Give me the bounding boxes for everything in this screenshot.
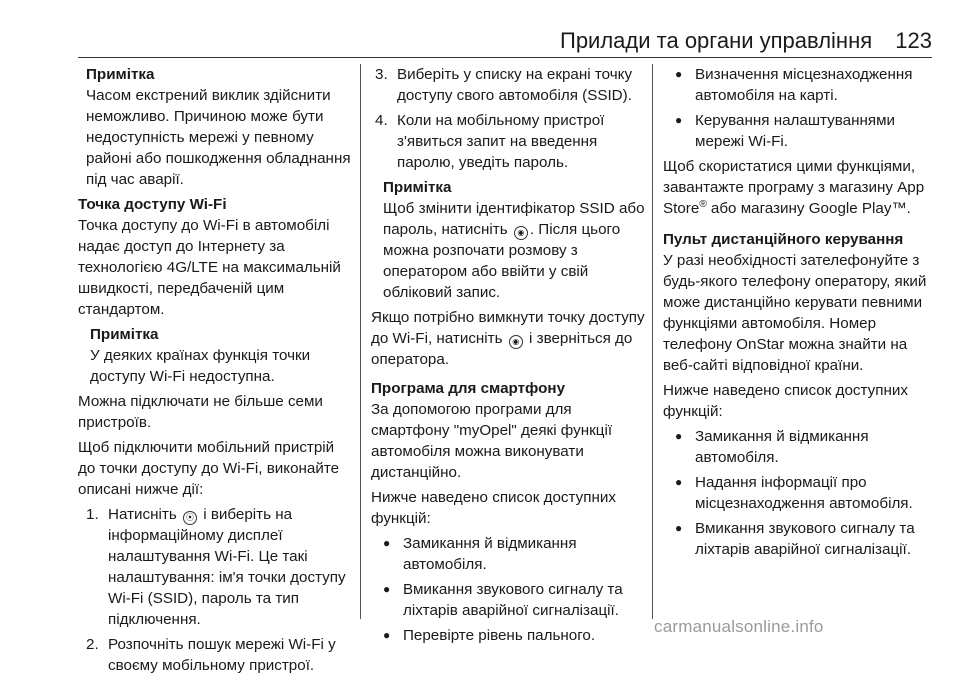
paragraph-devices: Можна підключати не більше семи пристроїв. (78, 393, 323, 431)
bullet-icon: ● (383, 628, 391, 642)
onstar-icon: ◉ (514, 226, 528, 240)
functions-list (371, 533, 646, 646)
bullet-icon: ● (383, 582, 391, 596)
note-title: Примітка (90, 326, 159, 343)
list-item: ● Керування налаштуваннями мережі Wi-Fi. (675, 112, 896, 150)
section-heading-wifi: Точка доступу Wi-Fi (78, 196, 227, 213)
paragraph-wifi: Точка доступу до Wi-Fi в автомобілі надає доступ до Інтернету за технологією 4G/LTE на максимальній швидкості, передбаченій цим стандартом. (78, 217, 341, 318)
functions-list-continued (663, 64, 933, 152)
step-text: Виберіть у списку на екрані точку доступу свого автомобіля (SSID). (397, 66, 633, 104)
bullet-icon: ● (383, 536, 391, 550)
note-emergency (86, 64, 353, 190)
list-item: ● Замикання й відмикання автомобіля. (675, 428, 869, 466)
paragraph-list-intro: Нижче наведено список доступних функцій: (371, 489, 616, 527)
bullet-icon: ● (675, 113, 683, 127)
note-ssid (383, 177, 646, 303)
column-divider-2 (652, 64, 653, 619)
watermark: carmanualsonline.info (654, 617, 824, 636)
list-item (371, 64, 646, 106)
paragraph-disable: Якщо потрібно вимкнути точку доступу до Wi-Fi, натисніть ◉ і зверніться до оператора. (371, 309, 645, 368)
page-number: 123 (895, 28, 932, 53)
step-number: 3. (375, 66, 388, 83)
page-title: Прилади та органи управління (560, 28, 873, 53)
list-item (78, 634, 353, 676)
remote-functions-list (663, 426, 933, 560)
step-number: 4. (375, 112, 388, 129)
paragraph-connect: Щоб підключити мобільний пристрій до точки доступу до Wi-Fi, виконайте описані нижче дії: (78, 439, 340, 498)
paragraph-app-store: Щоб скористатися цими функціями, завантажте програму з магазину App Store® або магазину Google Play™. (663, 158, 925, 217)
step-text: Коли на мобільному пристрої з'явиться запит на введення паролю, уведіть пароль. (397, 112, 605, 171)
steps-list (371, 64, 646, 173)
list-item: ● Визначення місцезнаходження автомобіля на карті. (675, 66, 913, 104)
list-item: ● Вмикання звукового сигналу та ліхтарів аварійної сигналізації. (383, 581, 623, 619)
column-divider-1 (360, 64, 361, 619)
step-number: 2. (86, 636, 99, 653)
bullet-icon: ● (675, 67, 683, 81)
note-title: Примітка (86, 66, 155, 83)
note-text: Часом екстрений виклик здійснити неможливо. Причиною може бути недоступність мережі у певному районі або пошкодження обладнання під час аварії. (86, 87, 351, 188)
list-item: ● Вмикання звукового сигналу та ліхтарів аварійної сигналізації. (675, 520, 915, 558)
steps-list (78, 504, 353, 676)
paragraph-app: За допомогою програми для смартфону "myOpel" деякі функції автомобіля можна виконувати дистанційно. (371, 401, 613, 481)
column-1 (78, 64, 353, 680)
paragraph-list-intro: Нижче наведено список доступних функцій: (663, 382, 908, 420)
list-item: ● Замикання й відмикання автомобіля. (383, 535, 577, 573)
step-number: 1. (86, 506, 99, 523)
note-text: У деяких країнах функція точки доступу Wi-Fi недоступна. (90, 347, 311, 385)
section-heading-app: Програма для смартфону (371, 380, 566, 397)
column-2 (371, 64, 646, 650)
step-text: Натисніть ⦿ і виберіть на інформаційному дисплеї налаштування Wi-Fi. Це такі налаштування: ім'я точки доступу Wi-Fi (SSID), пароль та тип підключення. (108, 506, 346, 628)
bullet-icon: ● (675, 475, 683, 489)
list-item: ● Надання інформації про місцезнаходження автомобіля. (675, 474, 913, 512)
note-wifi-availability (90, 324, 353, 387)
header-divider (78, 57, 932, 58)
bullet-icon: ● (675, 521, 683, 535)
column-3 (663, 64, 933, 564)
note-text: Щоб змінити ідентифікатор SSID або пароль, натисніть ◉ . Після цього можна розпочати розмову з оператором або ввійти у свій обліковий запис. (383, 200, 645, 301)
wifi-icon: ⦿ (183, 511, 197, 525)
list-item (371, 110, 646, 173)
section-heading-remote: Пульт дистанційного керування (663, 231, 904, 248)
list-item (78, 504, 353, 630)
note-title: Примітка (383, 179, 452, 196)
paragraph-remote: У разі необхідності зателефонуйте з будь-якого телефону оператору, який може дистанційно керувати певними функціями автомобіля. Номер телефону OnStar можна знайти на веб-сайті відповідної країни. (663, 252, 927, 374)
onstar-icon: ◉ (509, 335, 523, 349)
step-text: Розпочніть пошук мережі Wi-Fi у своєму мобільному пристрої. (108, 636, 336, 674)
list-item: ● Перевірте рівень пального. (383, 627, 596, 644)
bullet-icon: ● (675, 429, 683, 443)
page-header (0, 27, 932, 57)
